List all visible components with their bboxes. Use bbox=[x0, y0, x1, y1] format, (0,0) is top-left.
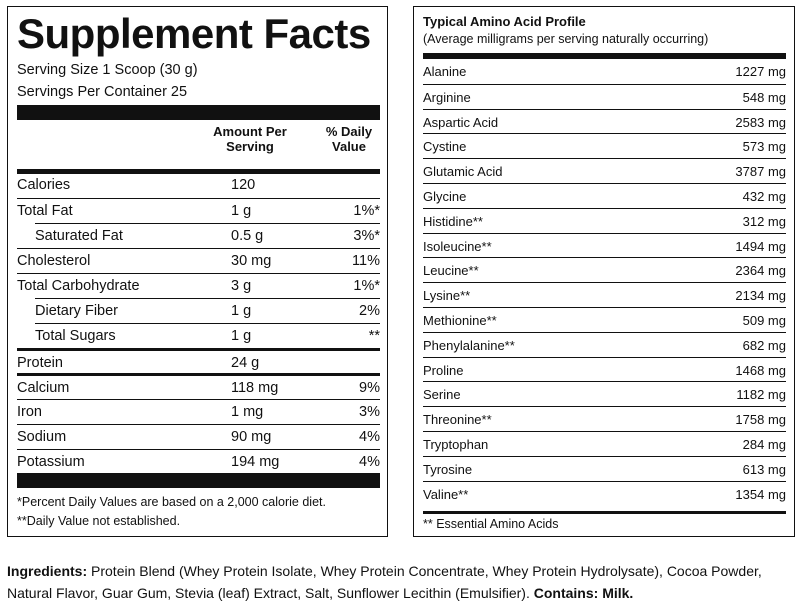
nutrient-amount: 118 mg bbox=[231, 380, 279, 396]
nutrient-name: Total Fat bbox=[17, 203, 73, 219]
amino-row bbox=[423, 357, 786, 382]
amino-value: 548 mg bbox=[742, 89, 786, 105]
amino-acid-panel bbox=[413, 6, 795, 537]
serving-size: Serving Size 1 Scoop (30 g) bbox=[17, 62, 198, 78]
amino-name: Methionine** bbox=[423, 312, 497, 328]
panel-title: Supplement Facts bbox=[17, 10, 371, 57]
facts-row bbox=[35, 298, 380, 323]
nutrient-daily-value: 1%* bbox=[353, 203, 380, 219]
amino-value: 3787 mg bbox=[735, 164, 786, 180]
nutrient-amount: 120 bbox=[231, 177, 256, 193]
amino-table bbox=[423, 59, 786, 505]
nutrient-name: Dietary Fiber bbox=[35, 303, 118, 319]
divider-bar bbox=[423, 511, 786, 514]
facts-row bbox=[17, 273, 380, 298]
amino-row bbox=[423, 109, 786, 134]
amino-value: 1182 mg bbox=[736, 387, 786, 403]
nutrient-daily-value: 3% bbox=[359, 404, 380, 420]
amino-row bbox=[423, 307, 786, 332]
amino-value: 1758 mg bbox=[735, 412, 786, 428]
amino-name: Arginine bbox=[423, 89, 471, 105]
amino-name: Phenylalanine** bbox=[423, 337, 515, 353]
amino-name: Aspartic Acid bbox=[423, 114, 499, 130]
amino-value: 2134 mg bbox=[735, 288, 786, 304]
contains-allergen: Contains: Milk. bbox=[533, 584, 634, 601]
nutrient-name: Calories bbox=[17, 177, 71, 193]
nutrient-name: Total Sugars bbox=[35, 328, 116, 344]
amino-row bbox=[423, 406, 786, 431]
nutrient-amount: 194 mg bbox=[231, 454, 280, 470]
amino-value: 1468 mg bbox=[735, 362, 786, 378]
amino-row bbox=[423, 233, 786, 258]
amino-value: 682 mg bbox=[742, 337, 786, 353]
amino-row bbox=[423, 332, 786, 357]
column-header-amount: Amount Per Serving bbox=[213, 124, 287, 154]
nutrient-amount: 1 g bbox=[231, 328, 252, 344]
nutrient-name: Protein bbox=[17, 355, 63, 371]
amino-row bbox=[423, 84, 786, 109]
divider-bar bbox=[17, 105, 380, 120]
amino-value: 432 mg bbox=[742, 188, 786, 204]
nutrient-name: Potassium bbox=[17, 454, 85, 470]
amino-value: 1354 mg bbox=[735, 486, 786, 502]
facts-row bbox=[35, 323, 380, 348]
amino-row bbox=[423, 481, 786, 506]
amino-row bbox=[423, 133, 786, 158]
footnote-not-established: **Daily Value not established. bbox=[17, 514, 181, 528]
facts-row bbox=[17, 348, 380, 373]
nutrient-amount: 0.5 g bbox=[231, 228, 264, 244]
ingredients-statement bbox=[7, 561, 797, 604]
amino-row bbox=[423, 456, 786, 481]
supplement-facts-panel bbox=[7, 6, 388, 537]
nutrient-name: Saturated Fat bbox=[35, 228, 123, 244]
nutrient-daily-value: 3%* bbox=[353, 228, 380, 244]
amino-name: Glycine bbox=[423, 188, 467, 204]
amino-name: Alanine bbox=[423, 64, 467, 79]
amino-value: 2364 mg bbox=[735, 263, 786, 279]
amino-name: Tryptophan bbox=[423, 436, 489, 452]
nutrient-daily-value: 4% bbox=[359, 454, 380, 470]
amino-row bbox=[423, 183, 786, 208]
amino-row bbox=[423, 282, 786, 307]
facts-row bbox=[17, 424, 380, 449]
amino-name: Proline bbox=[423, 362, 464, 378]
amino-row bbox=[423, 158, 786, 183]
nutrient-amount: 1 mg bbox=[231, 404, 264, 420]
facts-row bbox=[17, 198, 380, 223]
nutrient-amount: 90 mg bbox=[231, 429, 272, 445]
facts-row bbox=[17, 449, 380, 474]
amino-row bbox=[423, 431, 786, 456]
divider-bar bbox=[17, 473, 380, 488]
amino-row bbox=[423, 381, 786, 406]
nutrient-name: Iron bbox=[17, 404, 42, 420]
amino-name: Valine** bbox=[423, 486, 469, 502]
footnote-daily-values: *Percent Daily Values are based on a 2,000 calorie diet. bbox=[17, 495, 326, 509]
nutrient-amount: 30 mg bbox=[231, 253, 272, 269]
nutrient-daily-value: 11% bbox=[352, 253, 380, 269]
nutrient-amount: 1 g bbox=[231, 303, 252, 319]
nutrient-daily-value: 4% bbox=[359, 429, 380, 445]
amino-title: Typical Amino Acid Profile bbox=[423, 14, 586, 29]
nutrient-amount: 3 g bbox=[231, 278, 252, 294]
amino-value: 284 mg bbox=[742, 436, 786, 452]
nutrient-amount: 1 g bbox=[231, 203, 252, 219]
ingredients-label: Ingredients: bbox=[7, 563, 88, 579]
nutrient-name: Total Carbohydrate bbox=[17, 278, 140, 294]
servings-per-container: Servings Per Container 25 bbox=[17, 84, 188, 100]
amino-value: 509 mg bbox=[742, 312, 786, 328]
amino-name: Lysine** bbox=[423, 288, 471, 304]
amino-name: Cystine bbox=[423, 139, 467, 155]
nutrient-daily-value: 9% bbox=[359, 380, 380, 396]
nutrient-name: Calcium bbox=[17, 380, 70, 396]
amino-value: 1227 mg bbox=[735, 64, 786, 79]
nutrient-name: Sodium bbox=[17, 429, 67, 445]
amino-value: 312 mg bbox=[742, 213, 786, 229]
amino-row bbox=[423, 208, 786, 233]
facts-row bbox=[35, 223, 380, 248]
amino-value: 613 mg bbox=[742, 461, 786, 477]
nutrient-daily-value: 2% bbox=[359, 303, 380, 319]
nutrient-daily-value: 1%* bbox=[353, 278, 380, 294]
amino-note: ** Essential Amino Acids bbox=[423, 517, 559, 531]
amino-name: Isoleucine** bbox=[423, 238, 492, 254]
facts-row bbox=[17, 373, 380, 398]
amino-value: 2583 mg bbox=[735, 114, 786, 130]
amino-name: Leucine** bbox=[423, 263, 479, 279]
amino-name: Threonine** bbox=[423, 412, 492, 428]
nutrient-amount: 24 g bbox=[231, 355, 260, 371]
amino-name: Serine bbox=[423, 387, 461, 403]
nutrient-name: Cholesterol bbox=[17, 253, 91, 269]
amino-row bbox=[423, 257, 786, 282]
amino-row bbox=[423, 59, 786, 84]
amino-name: Histidine** bbox=[423, 213, 483, 229]
facts-row bbox=[17, 248, 380, 273]
column-header-daily-value: % Daily Value bbox=[325, 124, 373, 154]
amino-name: Tyrosine bbox=[423, 461, 473, 477]
facts-row bbox=[17, 399, 380, 424]
amino-name: Glutamic Acid bbox=[423, 164, 503, 180]
ingredients-text: Protein Blend (Whey Protein Isolate, Whey Protein Concentrate, Whey Protein Hydrolysate), Cocoa Powder, Natural Flavor, Guar Gum, Stevia (leaf) Extract, Salt, Sunflower Lecithin (Emulsifier). bbox=[7, 563, 762, 601]
amino-subtitle: (Average milligrams per serving naturally occurring) bbox=[423, 32, 709, 46]
nutrient-daily-value: ** bbox=[368, 328, 380, 344]
amino-value: 573 mg bbox=[742, 139, 786, 155]
facts-row bbox=[17, 173, 380, 198]
amino-value: 1494 mg bbox=[735, 238, 786, 254]
